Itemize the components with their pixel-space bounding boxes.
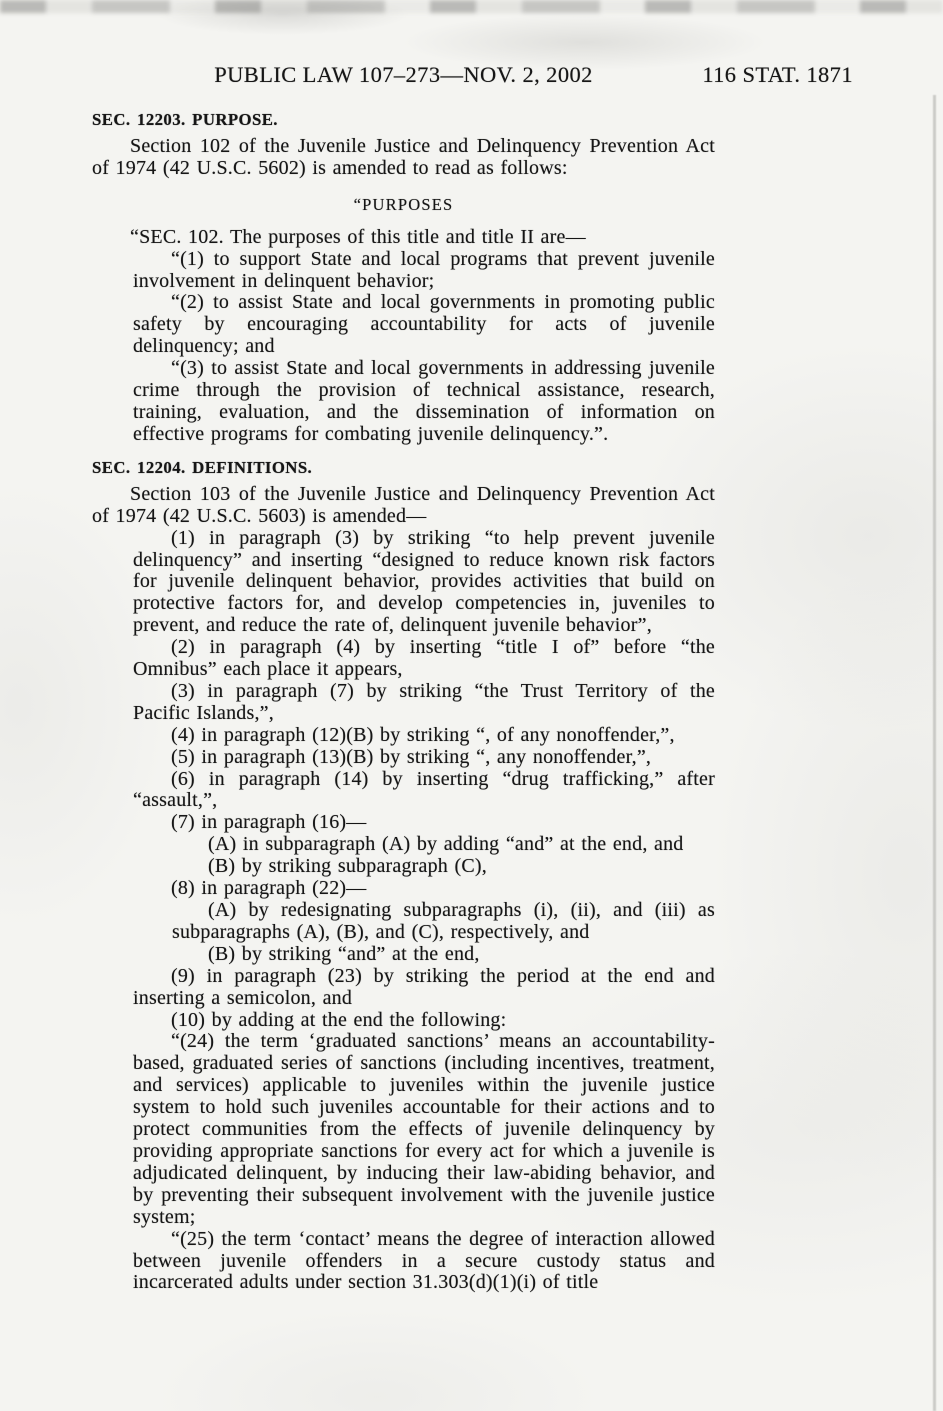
paragraph: Section 103 of the Juvenile Justice and Delinquency Prevention Act of 1974 (42 U.S.C. 5603) is amended—	[92, 482, 715, 527]
page-edge-shadow	[933, 95, 936, 1411]
paragraph: (9) in paragraph (23) by striking the period at the end and inserting a semicolon, and	[133, 964, 715, 1009]
paragraph: (B) by striking “and” at the end,	[208, 942, 480, 965]
paragraph: (8) in paragraph (22)—	[171, 877, 367, 900]
paragraph: (1) in paragraph (3) by striking “to help prevent juvenile delinquency” and inserting “designed to reduce known risk factors for juvenile delinquent behavior, provides activities that build on protective factors for, and develop competencies in, juveniles to prevent, and reduce the rate of, delinquent juvenile behavior”,	[133, 526, 715, 637]
paragraph: (5) in paragraph (13)(B) by striking “, any nonoffender,”,	[171, 745, 652, 768]
law-title: PUBLIC LAW 107–273—NOV. 2, 2002	[214, 62, 593, 87]
paragraph: “SEC. 102. The purposes of this title and title II are—	[130, 225, 586, 248]
paragraph: “(24) the term ‘graduated sanctions’ means an accountability-based, graduated series of sanctions (including incentives, treatment, and services) applicable to juveniles within the juvenile justice system to hold such juveniles accountable for their actions and to protect communities from the effects of juvenile delinquency by providing appropriate sanctions for every act for which a juvenile is adjudicated delinquent, by inducing their law-abiding behavior, and by preventing their subsequent involvement with the juvenile justice system;	[133, 1030, 715, 1228]
paragraph: (B) by striking subparagraph (C),	[208, 855, 487, 878]
paragraph: (7) in paragraph (16)—	[171, 811, 367, 834]
paragraph: (3) in paragraph (7) by striking “the Trust Territory of the Pacific Islands,”,	[133, 679, 715, 724]
paragraph: (6) in paragraph (14) by inserting “drug trafficking,” after “assault,”,	[133, 767, 715, 812]
paragraph: Section 102 of the Juvenile Justice and Delinquency Prevention Act of 1974 (42 U.S.C. 5602) is amended to read as follows:	[92, 135, 715, 179]
paragraph: “(25) the term ‘contact’ means the degree of interaction allowed between juvenile offenders in a secure custody status and incarcerated adults under section 31.303(d)(1)(i) of title	[133, 1227, 715, 1294]
document-body	[92, 102, 715, 1294]
statute-page-number: 116 STAT. 1871	[702, 62, 853, 87]
paragraph: (A) in subparagraph (A) by adding “and” at the end, and	[208, 833, 684, 856]
section-heading: SEC. 12203. PURPOSE.	[92, 110, 278, 129]
paragraph: (10) by adding at the end the following:	[171, 1008, 507, 1031]
centered-heading: “PURPOSES	[353, 194, 454, 214]
paragraph: “(3) to assist State and local governments in addressing juvenile crime through the provision of technical assistance, research, training, evaluation, and the dissemination of information on effective programs for combating juvenile delinquency.”.	[133, 357, 715, 445]
paragraph: “(2) to assist State and local governments in promoting public safety by encouraging accountability for acts of juvenile delinquency; and	[133, 291, 715, 358]
paragraph: (A) by redesignating subparagraphs (i), (ii), and (iii) as subparagraphs (A), (B), and (C), respectively, and	[172, 899, 715, 943]
paragraph: “(1) to support State and local programs that prevent juvenile involvement in delinquent behavior;	[133, 247, 715, 292]
section-heading: SEC. 12204. DEFINITIONS.	[92, 457, 313, 477]
scan-top-smudge	[0, 0, 943, 13]
page-header	[92, 62, 853, 92]
paragraph: (4) in paragraph (12)(B) by striking “, of any nonoffender,”,	[171, 723, 675, 746]
paragraph: (2) in paragraph (4) by inserting “title I of” before “the Omnibus” each place it appears,	[133, 636, 715, 681]
